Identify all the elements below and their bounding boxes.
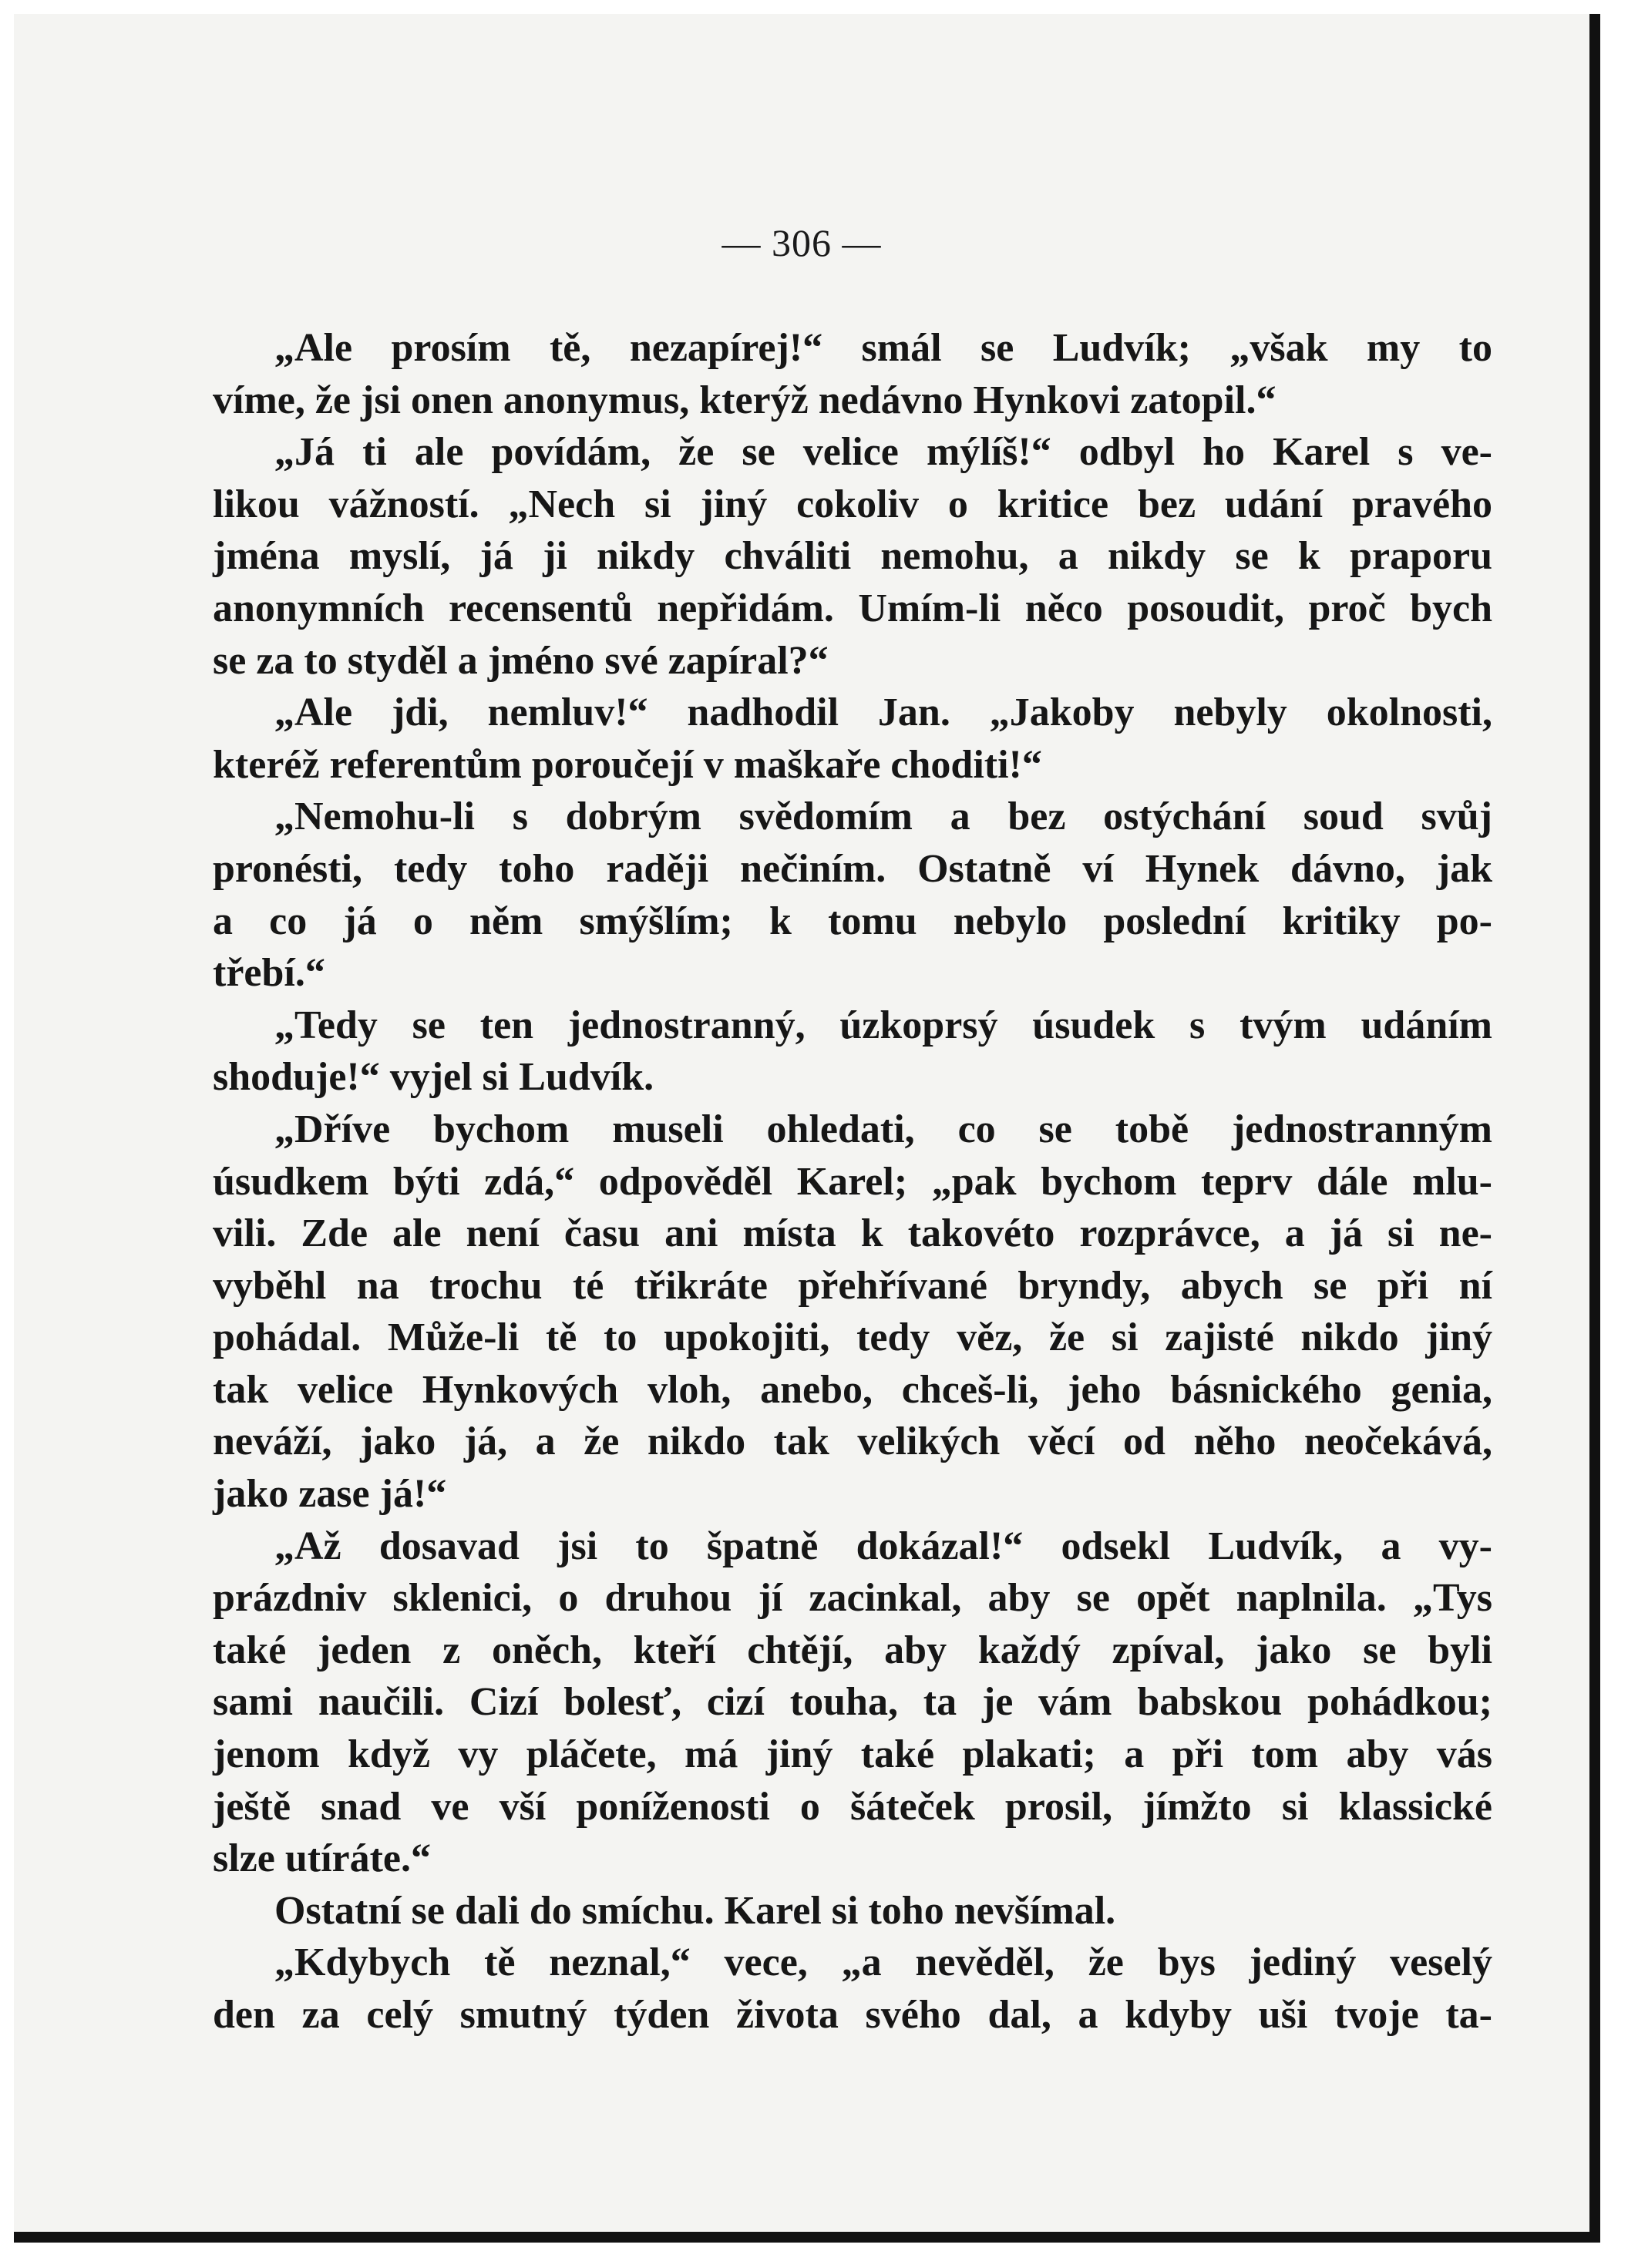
text-line: jako zase já!“	[213, 1472, 447, 1517]
text-line: „Kdybych tě neznal,“ vece, „a nevěděl, že bys jediný veselý	[274, 1940, 1492, 1985]
text-line: neváží, jako já, a že nikdo tak velikých věcí od něho neočekává,	[213, 1420, 1492, 1464]
text-line: „Ale jdi, nemluv!“ nadhodil Jan. „Jakoby nebyly okolnosti,	[274, 690, 1492, 735]
page-number: — 306 —	[722, 221, 882, 264]
text-line: se za to styděl a jméno své zapíral?“	[213, 638, 829, 683]
text-line: ještě snad ve vší poníženosti o šáteček prosil, jímžto si klassické	[213, 1784, 1492, 1829]
text-line: pronésti, tedy toho raději nečiním. Ostatně ví Hynek dávno, jak	[213, 846, 1492, 891]
book-page	[14, 14, 1600, 2243]
text-line: „Dříve bychom museli ohledati, co se tobě jednostranným	[274, 1107, 1492, 1151]
text-line: „Až dosavad jsi to špatně dokázal!“ odsekl Ludvík, a vy-	[274, 1524, 1492, 1568]
text-line: likou vážností. „Nech si jiný cokoliv o kritice bez udání pravého	[213, 482, 1492, 526]
text-line: „Já ti ale povídám, že se velice mýlíš!“ odbyl ho Karel s ve-	[274, 430, 1492, 475]
text-line: víme, že jsi onen anonymus, kterýž nedávno Hynkovi zatopil.“	[213, 378, 1276, 422]
text-line: anonymních recensentů nepřidám. Umím-li něco posoudit, proč bych	[213, 586, 1492, 630]
text-line: pohádal. Může-li tě to upokojiti, tedy věz, že si zajisté nikdo jiný	[213, 1315, 1492, 1360]
text-line: sami naučili. Cizí bolesť, cizí touha, ta je vám babskou pohádkou;	[213, 1680, 1492, 1725]
text-line: Ostatní se dali do smíchu. Karel si toho nevšímal.	[274, 1888, 1116, 1933]
text-line: den za celý smutný týden života svého dal, a kdyby uši tvoje ta-	[213, 1993, 1492, 2037]
text-line: slze utíráte.“	[213, 1836, 432, 1881]
body-text	[213, 322, 1492, 2041]
text-line: vili. Zde ale není času ani místa k takovéto rozprávce, a já si ne-	[213, 1211, 1492, 1256]
text-line: jenom když vy pláčete, má jiný také plakati; a při tom aby vás	[213, 1732, 1492, 1777]
text-line: tak velice Hynkových vloh, anebo, chceš-li, jeho básnického genia,	[213, 1367, 1492, 1412]
text-line: a co já o něm smýšlím; k tomu nebylo poslední kritiky po-	[213, 899, 1492, 943]
text-line: „Ale prosím tě, nezapírej!“ smál se Ludvík; „však my to	[274, 326, 1492, 370]
text-line: kteréž referentům poroučejí v maškaře choditi!“	[213, 742, 1042, 787]
text-line: shoduje!“ vyjel si Ludvík.	[213, 1055, 654, 1100]
text-line: třebí.“	[213, 951, 325, 996]
text-line: také jeden z oněch, kteří chtějí, aby každý zpíval, jako se byli	[213, 1628, 1492, 1672]
text-line: „Nemohu-li s dobrým svědomím a bez ostýchání soud svůj	[274, 795, 1492, 839]
text-line: „Tedy se ten jednostranný, úzkoprsý úsudek s tvým udáním	[274, 1003, 1492, 1047]
text-line: prázdniv sklenici, o druhou jí zacinkal, aby se opět naplnila. „Tys	[213, 1576, 1492, 1621]
text-line: úsudkem býti zdá,“ odpověděl Karel; „pak bychom teprv dále mlu-	[213, 1159, 1492, 1204]
text-line: vyběhl na trochu té třikráte přehřívané bryndy, abych se při ní	[213, 1263, 1492, 1308]
text-line: jména myslí, já ji nikdy chváliti nemohu, a nikdy se k praporu	[213, 534, 1492, 579]
